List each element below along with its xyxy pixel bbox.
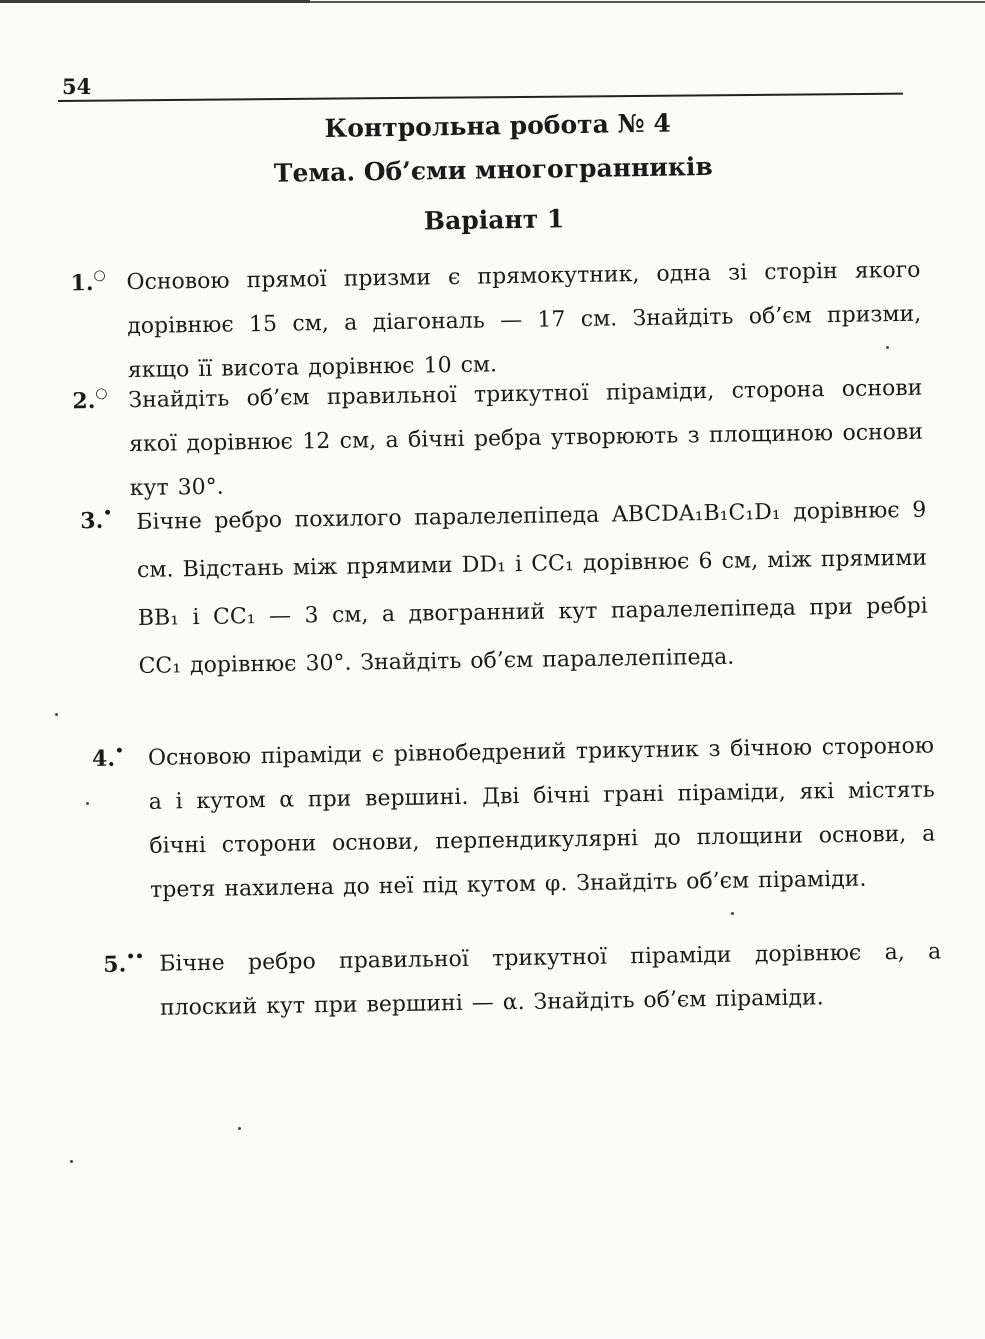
problem-number: 2.○ (72, 385, 108, 415)
scan-speck (731, 912, 734, 915)
difficulty-mark: • (114, 743, 124, 760)
problem-number: 1.○ (70, 267, 106, 297)
difficulty-mark: •• (126, 948, 145, 966)
difficulty-mark: ○ (93, 267, 106, 284)
scan-speck (70, 1160, 73, 1163)
scan-speck (886, 346, 889, 349)
problem-number: 3.• (80, 505, 113, 535)
problem-text: Бічне ребро похилого паралелепіпеда ABCDA₁B₁C₁D₁ дорівнює 9 см. Відстань між прямими DD₁ і CC₁ дорівнює 6 см, між прямими BB₁ і CC₁ — 3 см, а двогранний кут паралелепіпеда при ребрі CC₁ дорівнює 30°. Знайдіть об’єм паралелепіпеда. (136, 497, 928, 679)
scan-speck (238, 1127, 241, 1130)
problem-3 (80, 487, 929, 692)
problem-text: Бічне ребро правильної трикутної піраміди дорівнює a, а плоский кут при вершині — α. Знайдіть об’єм піраміди. (159, 939, 942, 1021)
test-title: Контрольна робота № 4 (324, 108, 672, 144)
variant-title: Варіант 1 (423, 204, 565, 236)
difficulty-mark: • (103, 505, 113, 522)
problem-number: 4.• (91, 743, 124, 773)
scan-speck (86, 802, 89, 805)
problem-text: Знайдіть об’єм правильної трикутної піраміди, сторона основи якої дорівнює 12 см, а бічні ребра утворюють з площиною основи кут 30°. (128, 375, 924, 502)
scan-speck (55, 713, 58, 716)
difficulty-mark: ○ (95, 385, 108, 402)
topic-title: Тема. Об’єми многогранників (273, 151, 713, 188)
problem-text: Основою прямої призми є прямокутник, одна зі сторін якого дорівнює 15 см, а діагональ — 17 см. Знайдіть об’єм призми, якщо її висота дорівнює 10 см. (126, 257, 922, 384)
page-number: 54 (62, 74, 92, 99)
problem-4 (92, 725, 937, 914)
problem-5 (103, 930, 942, 1031)
problem-text: Основою піраміди є рівнобедрений трикутник з бічною стороною a і кутом α при вершині. Дві бічні грані піраміди, які містять бічні сторони основи, перпендикулярні до площини основи, а третя нахилена до неї під кутом φ. Знайдіть об’єм піраміди. (147, 733, 936, 903)
problem-number: 5.•• (103, 948, 145, 978)
